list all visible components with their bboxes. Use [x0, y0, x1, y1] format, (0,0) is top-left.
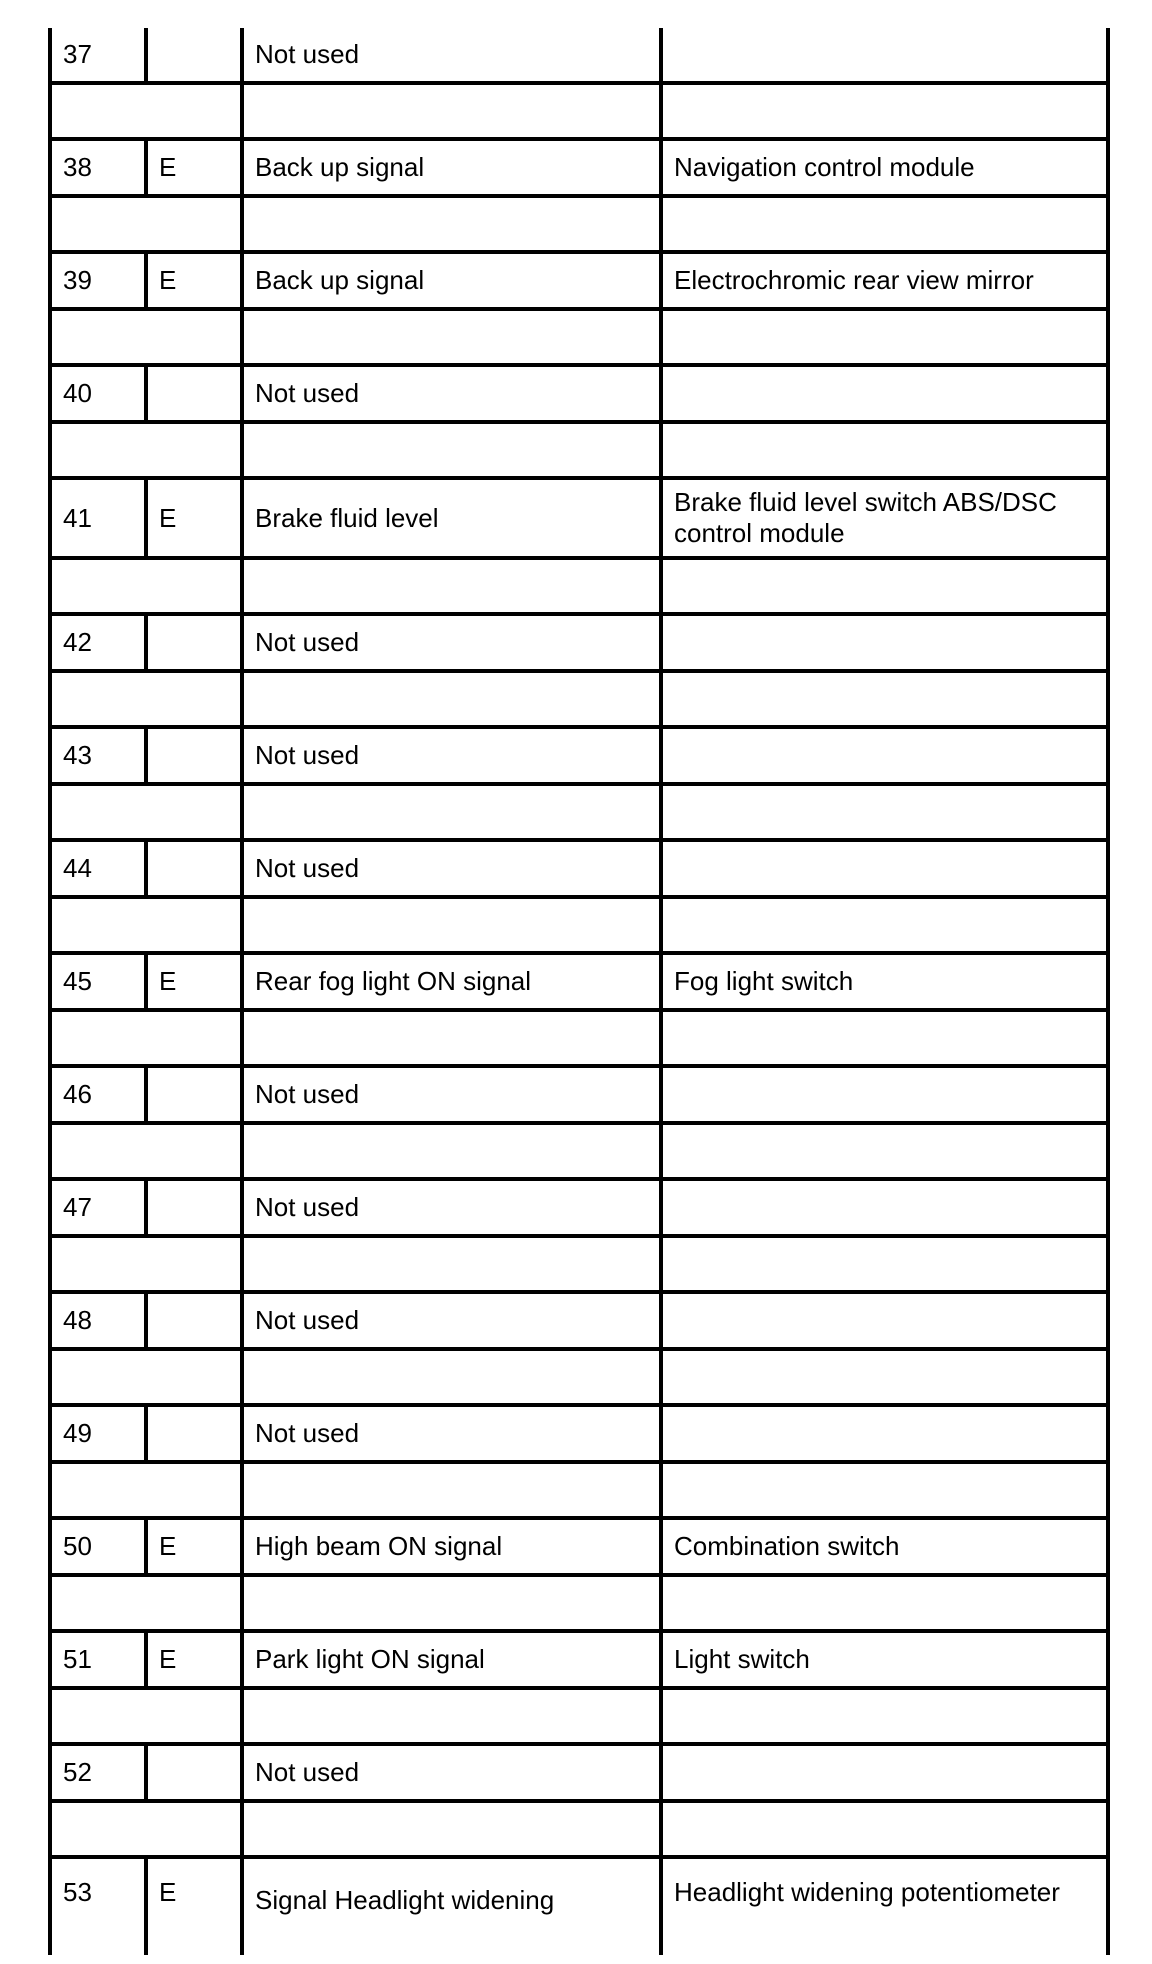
- pin-description-cell: Not used: [242, 727, 661, 784]
- table-row: [50, 727, 1108, 784]
- pin-type-cell: E: [146, 1631, 242, 1688]
- spacer-cell: [242, 1688, 661, 1744]
- spacer-cell: [242, 1010, 661, 1066]
- pin-connection-cell: [661, 365, 1108, 422]
- pin-number-cell: 53: [50, 1857, 146, 1955]
- table-row: [50, 1292, 1108, 1349]
- spacer-row: [50, 309, 1108, 365]
- spacer-row: [50, 897, 1108, 953]
- pin-number-cell: 39: [50, 252, 146, 309]
- pin-number-cell: 42: [50, 614, 146, 671]
- pin-number-cell: 40: [50, 365, 146, 422]
- pin-type-cell: [146, 1066, 242, 1123]
- spacer-cell: [661, 1123, 1108, 1179]
- table-row: [50, 1857, 1108, 1955]
- spacer-cell: [661, 558, 1108, 614]
- spacer-cell: [242, 1349, 661, 1405]
- pin-connection-cell: Brake fluid level switch ABS/DSC control module: [661, 478, 1108, 558]
- pin-number-cell: 38: [50, 139, 146, 196]
- spacer-row: [50, 1688, 1108, 1744]
- pin-number-cell: 48: [50, 1292, 146, 1349]
- pin-type-cell: E: [146, 1857, 242, 1955]
- spacer-cell: [661, 1349, 1108, 1405]
- spacer-cell: [50, 671, 242, 727]
- spacer-row: [50, 671, 1108, 727]
- pin-type-cell: E: [146, 953, 242, 1010]
- spacer-cell: [661, 784, 1108, 840]
- spacer-cell: [242, 1801, 661, 1857]
- pin-type-cell: [146, 1292, 242, 1349]
- table-row: [50, 365, 1108, 422]
- table-row: [50, 1518, 1108, 1575]
- spacer-cell: [50, 1349, 242, 1405]
- spacer-cell: [50, 897, 242, 953]
- spacer-cell: [661, 1575, 1108, 1631]
- spacer-cell: [661, 1236, 1108, 1292]
- pin-number-cell: 37: [50, 28, 146, 83]
- table-row: [50, 840, 1108, 897]
- spacer-cell: [661, 1688, 1108, 1744]
- table-row: [50, 1066, 1108, 1123]
- table-row: [50, 1744, 1108, 1801]
- spacer-cell: [242, 83, 661, 139]
- spacer-row: [50, 1575, 1108, 1631]
- pin-number-cell: 44: [50, 840, 146, 897]
- spacer-cell: [50, 196, 242, 252]
- pin-type-cell: [146, 614, 242, 671]
- spacer-row: [50, 1236, 1108, 1292]
- pin-description-cell: Not used: [242, 1066, 661, 1123]
- spacer-cell: [50, 1801, 242, 1857]
- table-row: [50, 28, 1108, 83]
- pin-description-cell: Not used: [242, 1292, 661, 1349]
- table-row: [50, 1631, 1108, 1688]
- pin-type-cell: [146, 1744, 242, 1801]
- spacer-cell: [242, 1575, 661, 1631]
- pin-description-cell: Signal Headlight widening: [242, 1857, 661, 1955]
- pin-number-cell: 52: [50, 1744, 146, 1801]
- spacer-cell: [242, 1462, 661, 1518]
- spacer-cell: [661, 309, 1108, 365]
- spacer-cell: [661, 897, 1108, 953]
- pin-type-cell: [146, 1405, 242, 1462]
- table-row: [50, 139, 1108, 196]
- pin-connection-cell: [661, 840, 1108, 897]
- spacer-row: [50, 422, 1108, 478]
- table-row: [50, 252, 1108, 309]
- spacer-cell: [50, 1010, 242, 1066]
- pin-type-cell: E: [146, 478, 242, 558]
- spacer-row: [50, 784, 1108, 840]
- spacer-cell: [242, 1123, 661, 1179]
- table-row: [50, 953, 1108, 1010]
- pin-description-cell: Not used: [242, 614, 661, 671]
- pin-number-cell: 46: [50, 1066, 146, 1123]
- pin-number-cell: 50: [50, 1518, 146, 1575]
- pin-type-cell: [146, 727, 242, 784]
- pin-number-cell: 45: [50, 953, 146, 1010]
- spacer-cell: [50, 422, 242, 478]
- spacer-row: [50, 558, 1108, 614]
- spacer-cell: [50, 1462, 242, 1518]
- pin-type-cell: E: [146, 139, 242, 196]
- spacer-cell: [50, 784, 242, 840]
- spacer-cell: [242, 309, 661, 365]
- pin-type-cell: [146, 365, 242, 422]
- spacer-cell: [50, 1575, 242, 1631]
- pin-connection-cell: [661, 1405, 1108, 1462]
- spacer-row: [50, 1462, 1108, 1518]
- pin-description-cell: Brake fluid level: [242, 478, 661, 558]
- spacer-cell: [661, 196, 1108, 252]
- spacer-cell: [661, 1010, 1108, 1066]
- spacer-cell: [242, 196, 661, 252]
- spacer-cell: [242, 897, 661, 953]
- spacer-cell: [661, 83, 1108, 139]
- pin-connection-cell: [661, 28, 1108, 83]
- pin-connection-cell: [661, 1066, 1108, 1123]
- pin-table-body: [50, 28, 1108, 1955]
- pin-number-cell: 41: [50, 478, 146, 558]
- pin-number-cell: 51: [50, 1631, 146, 1688]
- pin-description-cell: Not used: [242, 1744, 661, 1801]
- pin-type-cell: [146, 840, 242, 897]
- spacer-row: [50, 1010, 1108, 1066]
- spacer-cell: [242, 558, 661, 614]
- pin-description-cell: High beam ON signal: [242, 1518, 661, 1575]
- spacer-cell: [242, 671, 661, 727]
- table-row: [50, 478, 1108, 558]
- pin-description-cell: Not used: [242, 1405, 661, 1462]
- spacer-cell: [242, 1236, 661, 1292]
- pin-connection-cell: [661, 1292, 1108, 1349]
- spacer-row: [50, 1349, 1108, 1405]
- spacer-cell: [661, 422, 1108, 478]
- pin-connection-cell: Navigation control module: [661, 139, 1108, 196]
- pin-connection-cell: [661, 727, 1108, 784]
- pin-description-cell: Not used: [242, 1179, 661, 1236]
- pin-connection-cell: Headlight widening potentiometer: [661, 1857, 1108, 1955]
- pin-type-cell: [146, 1179, 242, 1236]
- spacer-cell: [50, 309, 242, 365]
- spacer-cell: [50, 1688, 242, 1744]
- pin-connection-cell: [661, 1744, 1108, 1801]
- pin-number-cell: 49: [50, 1405, 146, 1462]
- pin-assignment-table: [48, 28, 1110, 1955]
- spacer-cell: [50, 1236, 242, 1292]
- pin-connection-cell: [661, 1179, 1108, 1236]
- spacer-cell: [661, 1462, 1108, 1518]
- table-row: [50, 614, 1108, 671]
- pin-description-cell: Back up signal: [242, 252, 661, 309]
- pin-description-cell: Park light ON signal: [242, 1631, 661, 1688]
- pin-description-cell: Rear fog light ON signal: [242, 953, 661, 1010]
- pin-description-cell: Not used: [242, 840, 661, 897]
- pin-description-cell: Not used: [242, 28, 661, 83]
- pin-description-cell: Back up signal: [242, 139, 661, 196]
- pin-connection-cell: Combination switch: [661, 1518, 1108, 1575]
- pin-type-cell: E: [146, 252, 242, 309]
- spacer-cell: [242, 422, 661, 478]
- spacer-cell: [661, 1801, 1108, 1857]
- table-row: [50, 1405, 1108, 1462]
- spacer-cell: [242, 784, 661, 840]
- spacer-row: [50, 196, 1108, 252]
- pin-number-cell: 47: [50, 1179, 146, 1236]
- pin-number-cell: 43: [50, 727, 146, 784]
- pin-type-cell: E: [146, 1518, 242, 1575]
- pin-connection-cell: Fog light switch: [661, 953, 1108, 1010]
- pin-connection-cell: [661, 614, 1108, 671]
- spacer-row: [50, 83, 1108, 139]
- pin-connection-cell: Electrochromic rear view mirror: [661, 252, 1108, 309]
- spacer-cell: [50, 558, 242, 614]
- spacer-row: [50, 1123, 1108, 1179]
- pin-description-cell: Not used: [242, 365, 661, 422]
- spacer-cell: [50, 1123, 242, 1179]
- pin-type-cell: [146, 28, 242, 83]
- spacer-cell: [661, 671, 1108, 727]
- table-row: [50, 1179, 1108, 1236]
- pin-connection-cell: Light switch: [661, 1631, 1108, 1688]
- spacer-cell: [50, 83, 242, 139]
- spacer-row: [50, 1801, 1108, 1857]
